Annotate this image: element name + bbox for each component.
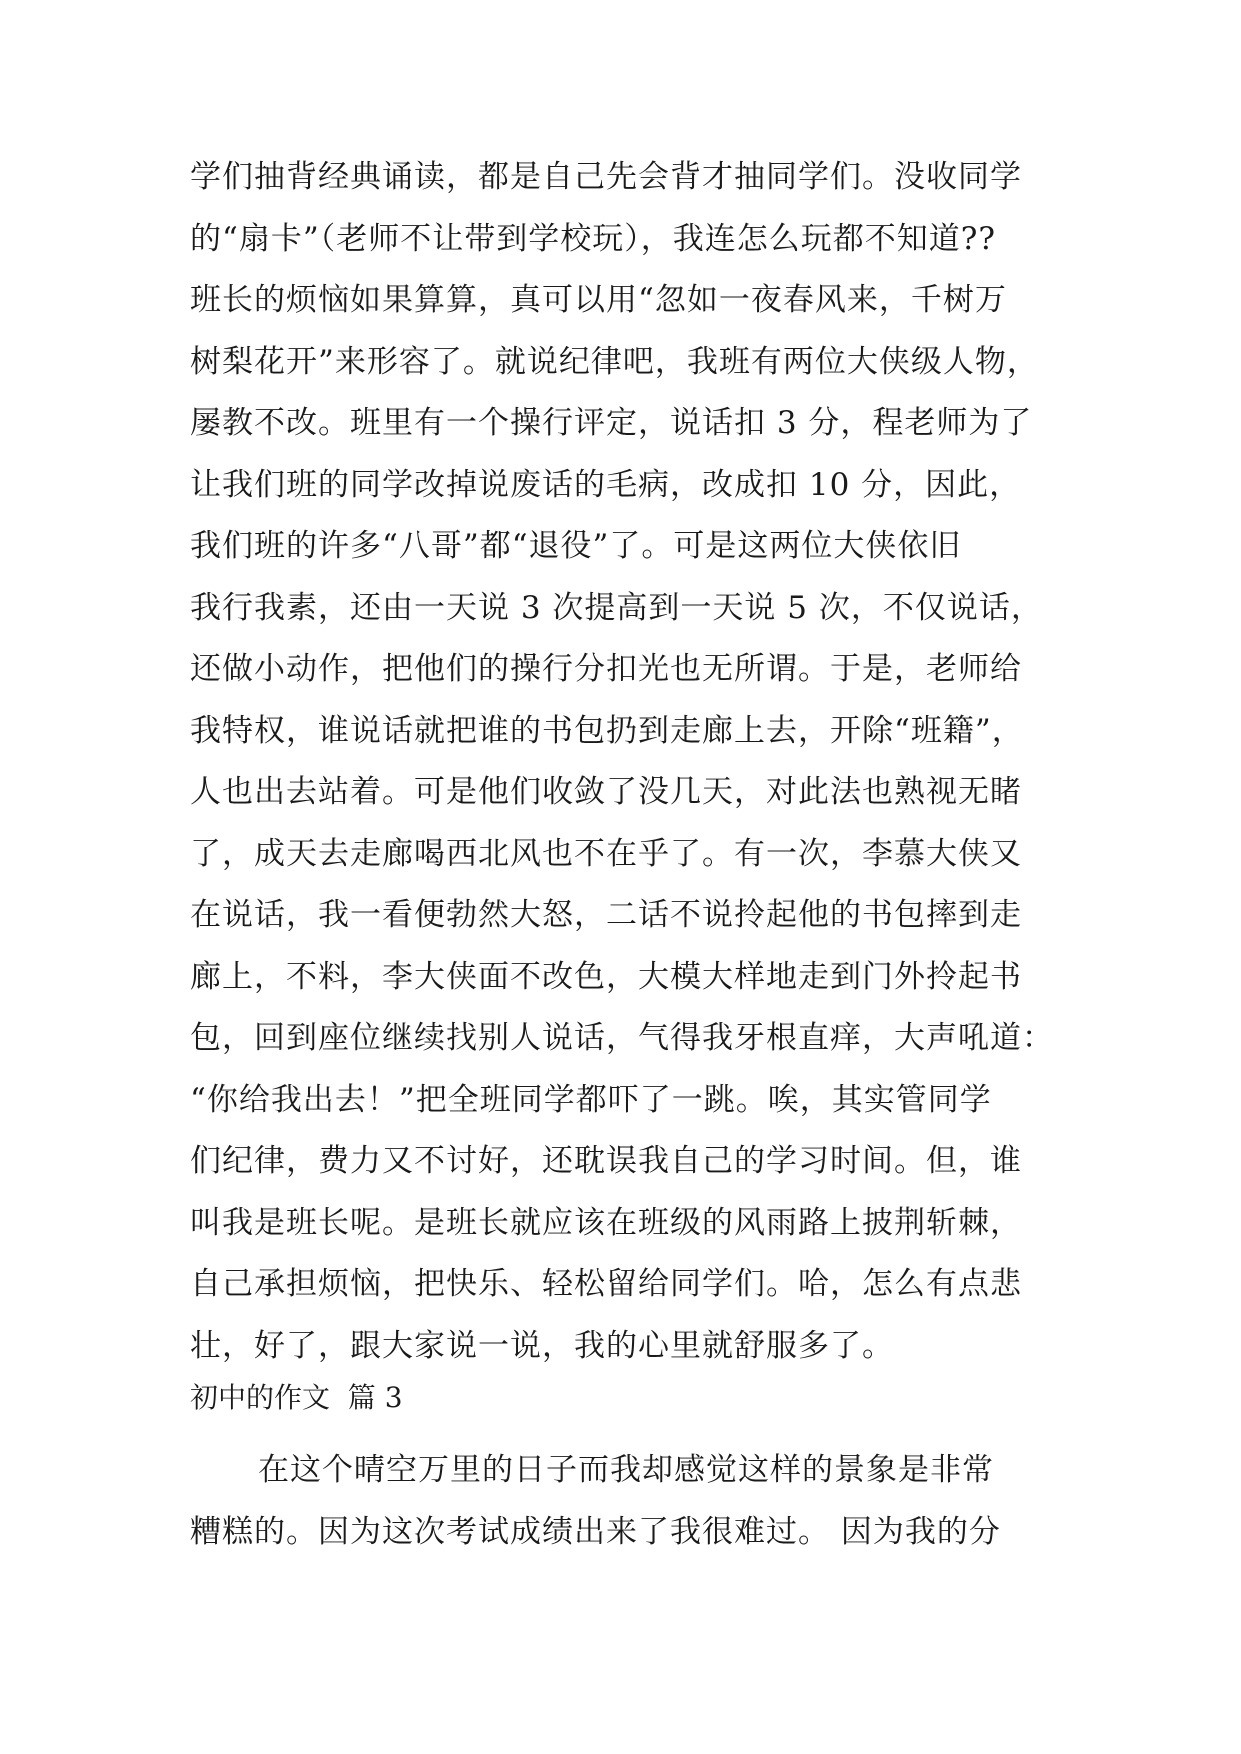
text-line: 让我们班的同学改掉说废话的毛病，改成扣 10 分，因此，: [190, 466, 1022, 503]
text-line: 廊上，不料，李大侠面不改色，大模大样地走到门外拎起书: [190, 958, 1022, 995]
text-line: 树梨花开”来形容了。就说纪律吧，我班有两位大侠级人物，: [190, 343, 1039, 380]
text-line: 糟糕的。因为这次考试成绩出来了我很难过。 因为我的分: [190, 1513, 1001, 1550]
text-line: 的“扇卡”（老师不让带到学校玩），我连怎么玩都不知道??: [190, 220, 996, 257]
text-line: 叫我是班长呢。是班长就应该在班级的风雨路上披荆斩棘，: [190, 1204, 1022, 1241]
text-line: 包，回到座位继续找别人说话，气得我牙根直痒，大声吼道：: [190, 1020, 1054, 1056]
text-line: 自己承担烦恼，把快乐、轻松留给同学们。哈，怎么有点悲: [190, 1266, 1022, 1302]
text-line: 人也出去站着。可是他们收敛了没几天，对此法也熟视无睹: [190, 774, 1022, 810]
text-line: 屡教不改。班里有一个操行评定，说话扣 3 分，程老师为了: [190, 405, 1033, 441]
text-line: 我行我素，还由一天说 3 次提高到一天说 5 次，不仅说话，: [190, 589, 1043, 626]
text-line: 还做小动作，把他们的操行分扣光也无所谓。于是，老师给: [190, 651, 1022, 687]
text-line: 班长的烦恼如果算算，真可以用“忽如一夜春风来，千树万: [190, 282, 1007, 318]
text-line: 学们抽背经典诵读，都是自己先会背才抽同学们。没收同学: [190, 159, 1022, 195]
body-paragraph: [190, 147, 1070, 1377]
text-line: 我们班的许多“八哥”都“退役”了。可是这两位大侠依旧: [190, 528, 962, 564]
text-line: 了，成天去走廊喝西北风也不在乎了。有一次，李慕大侠又: [190, 835, 1022, 872]
text-line: “你给我出去！”把全班同学都吓了一跳。唉，其实管同学: [190, 1081, 992, 1118]
text-line: 在这个晴空万里的日子而我却感觉这样的景象是非常: [258, 1452, 994, 1488]
text-line: 在说话，我一看便勃然大怒，二话不说拎起他的书包摔到走: [190, 897, 1022, 933]
section-paragraph: [190, 1440, 1070, 1563]
text-line: 壮，好了，跟大家说一说，我的心里就舒服多了。: [190, 1327, 894, 1364]
section-heading: 初中的作文 篇 3: [190, 1381, 403, 1414]
text-line: 们纪律，费力又不讨好，还耽误我自己的学习时间。但，谁: [190, 1143, 1022, 1179]
text-line: 我特权，谁说话就把谁的书包扔到走廊上去，开除“班籍”，: [190, 712, 1024, 749]
